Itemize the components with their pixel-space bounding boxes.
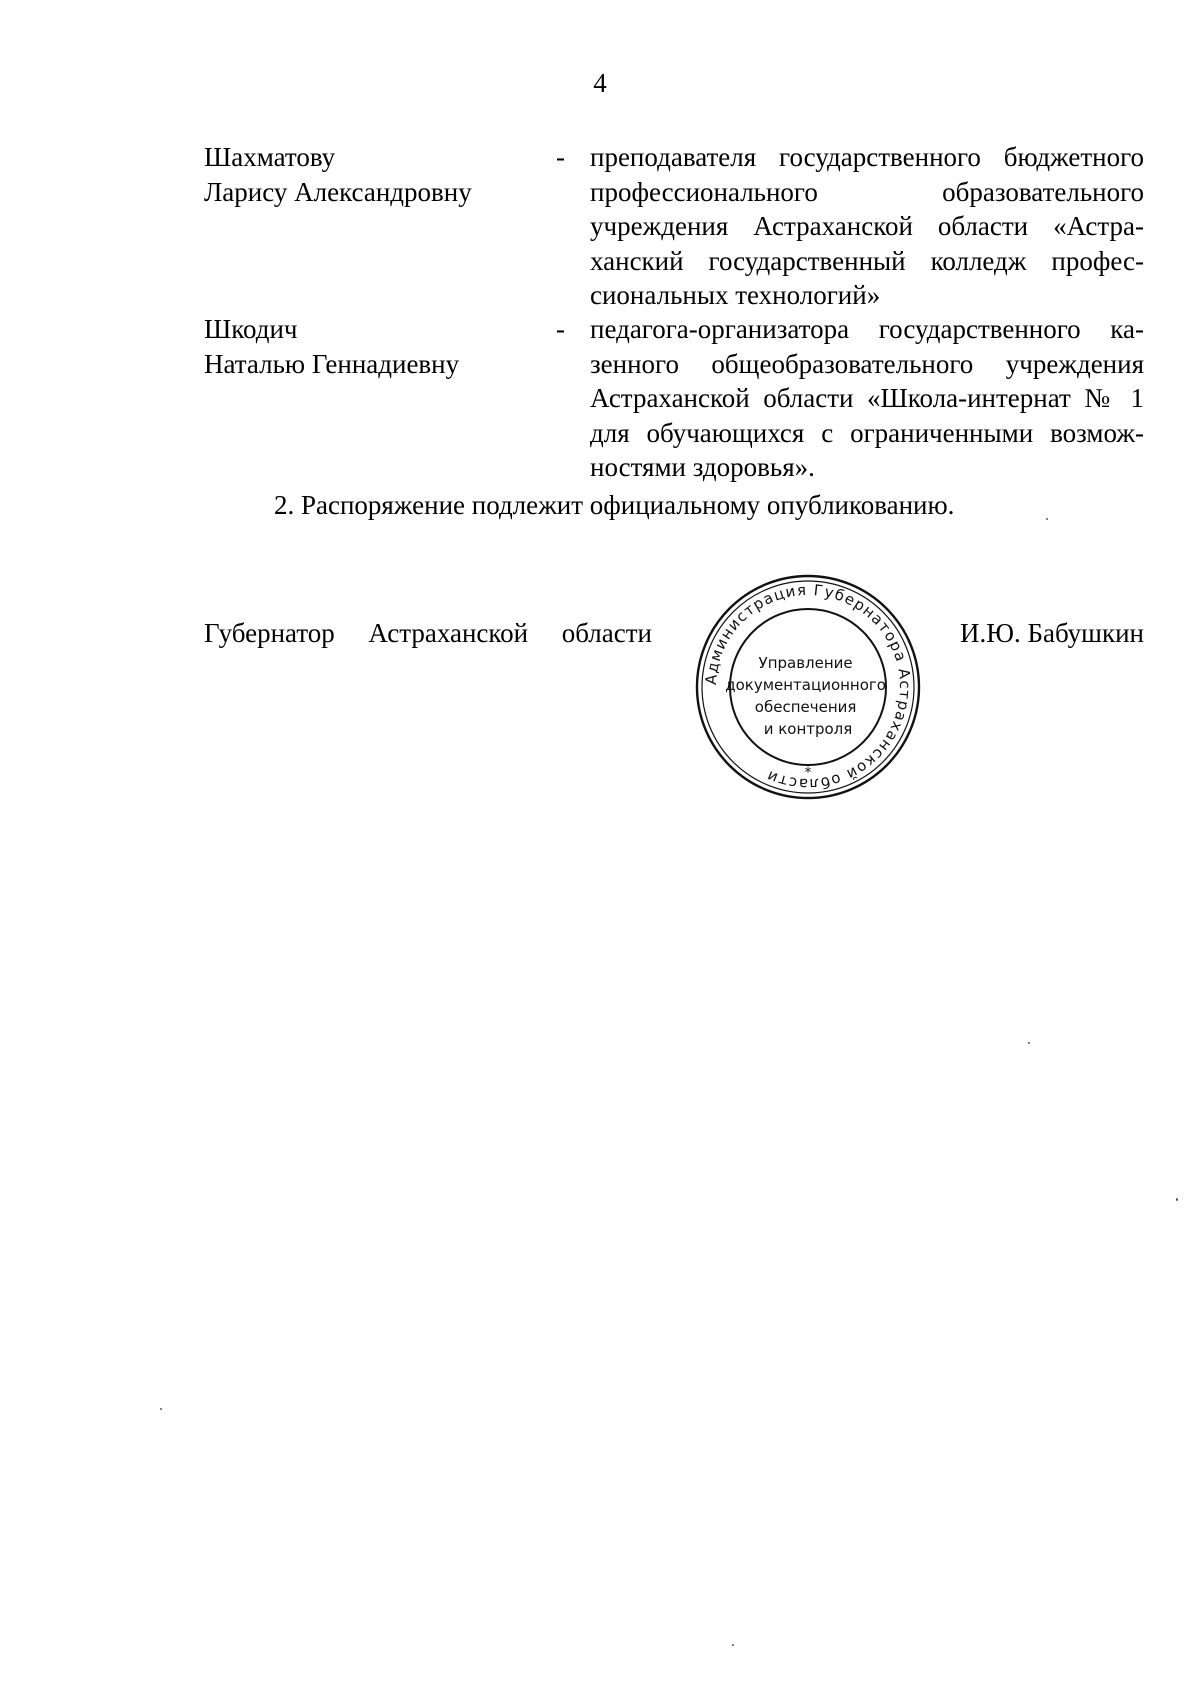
- scan-speck: [1046, 518, 1048, 520]
- appointee-name: [204, 140, 472, 209]
- appointee-surname: Шкодич: [204, 314, 298, 344]
- scan-speck: [1176, 1198, 1178, 1201]
- signatory-title: Губернатор Астраханской области: [204, 618, 652, 648]
- appointee-position: педагога-организатора государственного казенного общеобразовательного учреждения Астраханской области «Школа-интернат № 1 для обучающихся с ограниченными возможностями здоровья».: [590, 314, 1144, 482]
- page-number: 4: [593, 68, 607, 98]
- official-seal-stamp: [693, 572, 923, 802]
- appointee-position: преподавателя государственного бюджетного профессионального образовательного учреждения Астраханской области «Астраханский государственный колледж профессиональных технологий»: [590, 142, 1144, 310]
- seal-star: *: [804, 765, 812, 781]
- appointee-name: [204, 312, 459, 381]
- scan-speck: [1028, 1042, 1030, 1044]
- appointee-given-names: Ларису Александровну: [204, 176, 472, 207]
- appointee-dash: -: [556, 142, 565, 172]
- appointee-surname: Шахматову: [204, 142, 336, 172]
- seal-outer-text: Администрация Губернатора Астраханской области: [701, 580, 915, 794]
- scan-speck: [732, 1644, 734, 1646]
- appointee-dash: -: [556, 314, 565, 344]
- seal-inner-line: Управление документационного обеспечения и контроля: [725, 654, 886, 738]
- clause-publication: 2. Распоряжение подлежит официальному опубликованию.: [274, 490, 955, 520]
- appointee-given-names: Наталью Геннадиевну: [204, 348, 460, 379]
- scan-speck: [160, 1408, 162, 1410]
- signatory-name: И.Ю. Бабушкин: [959, 618, 1144, 648]
